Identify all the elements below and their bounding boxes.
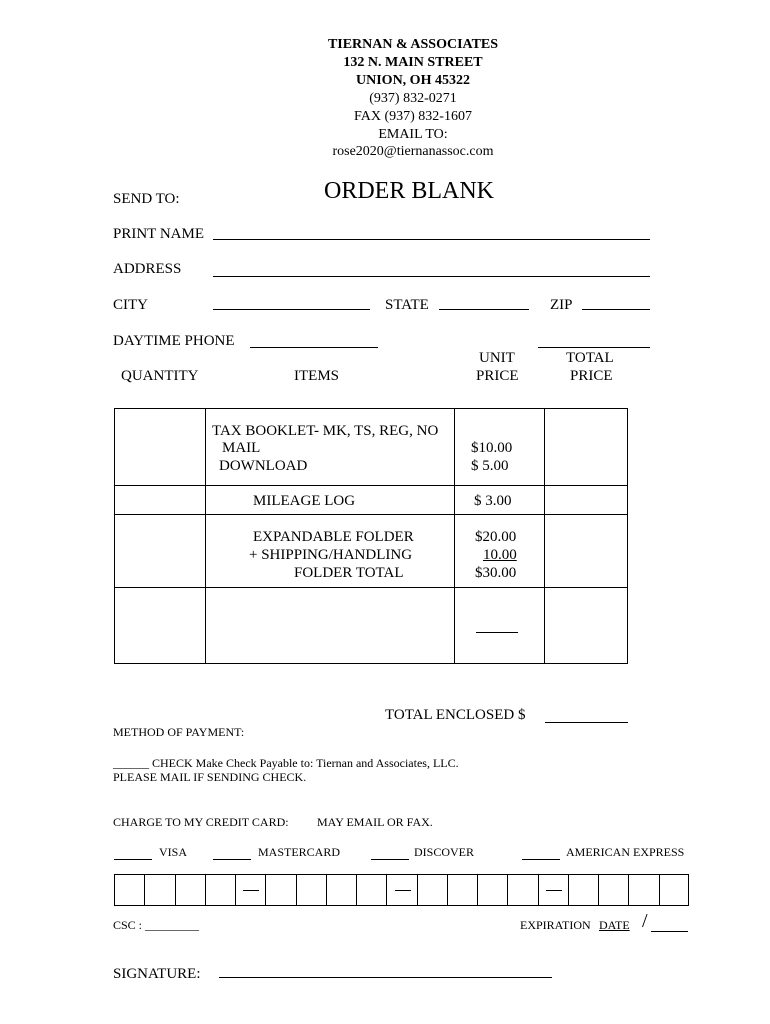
company-name: TIERNAN & ASSOCIATES bbox=[327, 37, 499, 52]
table-row-divider bbox=[114, 587, 628, 588]
header-items: ITEMS bbox=[294, 368, 339, 384]
csc-field[interactable]: CSC : _________ bbox=[113, 918, 200, 932]
table-row-divider bbox=[114, 485, 628, 486]
check-line: ______ CHECK Make Check Payable to: Tiernan and Associates, LLC. bbox=[113, 756, 459, 770]
state-label: STATE bbox=[385, 297, 429, 313]
card-cell-divider bbox=[598, 875, 599, 905]
address-label: ADDRESS bbox=[113, 261, 182, 277]
print-name-label: PRINT NAME bbox=[113, 226, 204, 242]
visa-label: VISA bbox=[159, 845, 188, 859]
row1-item-line1: TAX BOOKLET- MK, TS, REG, NO bbox=[212, 423, 439, 439]
card-cell-divider bbox=[235, 875, 236, 905]
expiration-year-field[interactable] bbox=[651, 931, 688, 932]
card-cell-divider bbox=[659, 875, 660, 905]
card-cell-divider bbox=[538, 875, 539, 905]
header-total: TOTAL bbox=[566, 350, 614, 366]
state-field[interactable] bbox=[439, 309, 529, 310]
amex-checkbox[interactable] bbox=[522, 859, 560, 860]
signature-field[interactable] bbox=[219, 977, 552, 978]
email-fax-note: MAY EMAIL OR FAX. bbox=[317, 815, 433, 829]
total-enclosed-field[interactable] bbox=[545, 722, 628, 723]
card-cell-divider bbox=[386, 875, 387, 905]
row1-item-line2: MAIL bbox=[222, 440, 261, 456]
city-label: CITY bbox=[113, 297, 148, 313]
card-cell-divider bbox=[144, 875, 145, 905]
daytime-phone-label: DAYTIME PHONE bbox=[113, 333, 235, 349]
card-cell-divider bbox=[417, 875, 418, 905]
card-number-field[interactable] bbox=[114, 874, 689, 906]
send-to-label: SEND TO: bbox=[113, 191, 180, 207]
table-row-divider bbox=[114, 514, 628, 515]
card-cell-divider bbox=[296, 875, 297, 905]
table-divider bbox=[454, 408, 455, 664]
company-city: UNION, OH 45322 bbox=[356, 73, 470, 88]
card-cell-divider bbox=[205, 875, 206, 905]
card-cell-divider bbox=[175, 875, 176, 905]
company-street: 132 N. MAIN STREET bbox=[343, 55, 483, 70]
charge-label: CHARGE TO MY CREDIT CARD: bbox=[113, 815, 289, 829]
table-divider bbox=[205, 408, 206, 664]
daytime-phone-field-extra bbox=[538, 347, 650, 348]
row1-price2: $ 5.00 bbox=[471, 458, 509, 474]
card-cell-divider bbox=[507, 875, 508, 905]
company-email: rose2020@tiernanassoc.com bbox=[332, 144, 494, 159]
discover-checkbox[interactable] bbox=[371, 859, 409, 860]
zip-field[interactable] bbox=[582, 309, 650, 310]
row3-item-line2: + SHIPPING/HANDLING bbox=[249, 547, 413, 563]
card-cell-divider bbox=[326, 875, 327, 905]
row4-price-field[interactable] bbox=[476, 632, 518, 633]
mastercard-checkbox[interactable] bbox=[213, 859, 251, 860]
header-unit: UNIT bbox=[479, 350, 515, 366]
discover-label: DISCOVER bbox=[414, 845, 475, 859]
card-cell-divider bbox=[265, 875, 266, 905]
row3-item-line1: EXPANDABLE FOLDER bbox=[253, 529, 414, 545]
row3-price1: $20.00 bbox=[475, 529, 517, 545]
company-phone: (937) 832-0271 bbox=[369, 91, 457, 106]
header-unit-price: PRICE bbox=[476, 368, 519, 384]
company-fax: FAX (937) 832-1607 bbox=[354, 109, 472, 124]
card-cell-divider bbox=[568, 875, 569, 905]
row3-item-line3: FOLDER TOTAL bbox=[294, 565, 404, 581]
card-cell-divider bbox=[356, 875, 357, 905]
print-name-field[interactable] bbox=[213, 239, 650, 240]
total-enclosed-label: TOTAL ENCLOSED $ bbox=[385, 707, 526, 723]
row3-price3: $30.00 bbox=[475, 565, 517, 581]
daytime-phone-field[interactable] bbox=[250, 347, 378, 348]
table-divider bbox=[544, 408, 545, 664]
row1-item-line3: DOWNLOAD bbox=[219, 458, 308, 474]
mastercard-label: MASTERCARD bbox=[258, 845, 341, 859]
header-total-price: PRICE bbox=[570, 368, 613, 384]
card-separator-dash bbox=[546, 890, 562, 891]
form-title: ORDER BLANK bbox=[324, 178, 495, 204]
email-label: EMAIL TO: bbox=[378, 127, 448, 142]
visa-checkbox[interactable] bbox=[114, 859, 152, 860]
card-cell-divider bbox=[477, 875, 478, 905]
date-label: DATE bbox=[599, 918, 630, 932]
row2-price: $ 3.00 bbox=[474, 493, 512, 509]
city-field[interactable] bbox=[213, 309, 370, 310]
amex-label: AMERICAN EXPRESS bbox=[566, 845, 685, 859]
card-separator-dash bbox=[395, 890, 411, 891]
zip-label: ZIP bbox=[550, 297, 573, 313]
expiration-label: EXPIRATION bbox=[520, 918, 591, 932]
card-separator-dash bbox=[243, 890, 259, 891]
row2-item: MILEAGE LOG bbox=[253, 493, 356, 509]
signature-label: SIGNATURE: bbox=[113, 966, 201, 982]
address-field[interactable] bbox=[213, 276, 650, 277]
method-of-payment: METHOD OF PAYMENT: bbox=[113, 725, 245, 739]
row1-price1: $10.00 bbox=[471, 440, 513, 456]
header-quantity: QUANTITY bbox=[121, 368, 199, 384]
date-slash: / bbox=[642, 910, 648, 932]
card-cell-divider bbox=[447, 875, 448, 905]
mail-note: PLEASE MAIL IF SENDING CHECK. bbox=[113, 770, 307, 784]
row3-price2: 10.00 bbox=[483, 547, 517, 563]
card-cell-divider bbox=[628, 875, 629, 905]
